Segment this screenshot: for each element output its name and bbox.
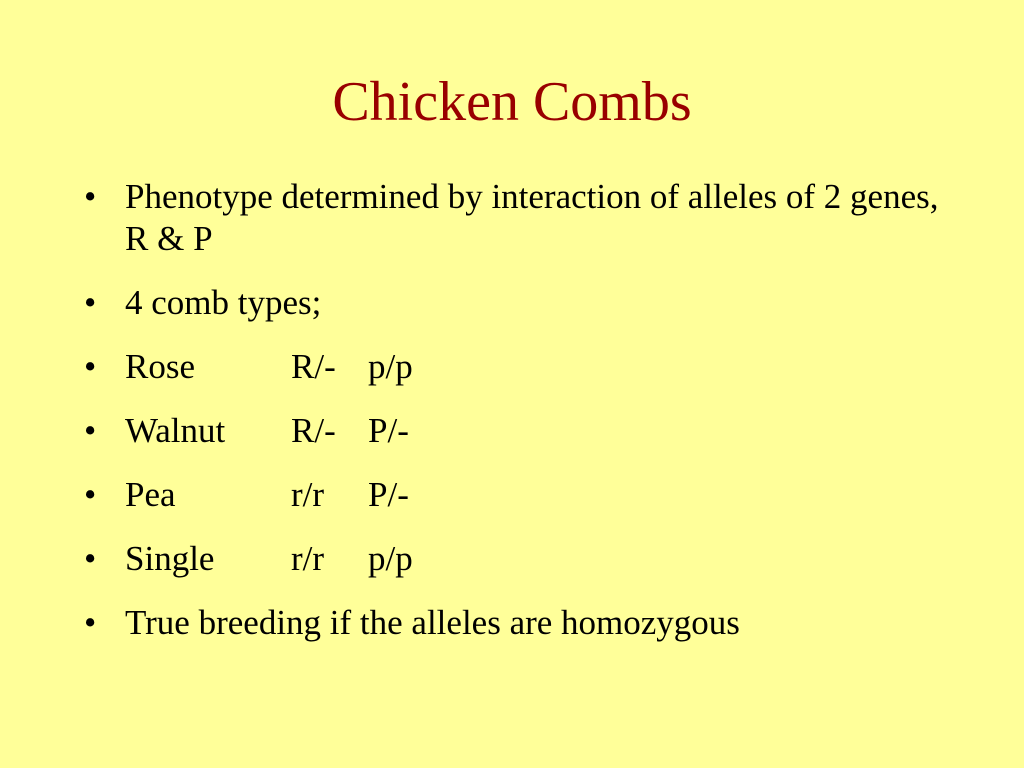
bullet-text: 4 comb types; [125, 283, 322, 322]
p-genotype: P/- [368, 411, 409, 450]
bullet-glyph: • [84, 347, 97, 386]
bullet-glyph: • [84, 177, 97, 216]
comb-name: Walnut [125, 411, 226, 450]
bullet-list [84, 176, 964, 666]
slide-title: Chicken Combs [332, 71, 692, 133]
bullet-glyph: • [84, 539, 97, 578]
bullet-glyph: • [84, 283, 97, 322]
r-genotype: r/r [291, 539, 325, 578]
r-genotype: r/r [291, 475, 325, 514]
comb-row-pea [84, 474, 964, 516]
r-genotype: R/- [291, 347, 336, 386]
comb-row-rose [84, 346, 964, 388]
p-genotype: p/p [368, 347, 413, 386]
bullet-item-true-breeding [84, 602, 964, 644]
comb-name: Pea [125, 475, 176, 514]
bullet-item-comb-types [84, 282, 964, 324]
comb-row-single [84, 538, 964, 580]
p-genotype: p/p [368, 539, 413, 578]
bullet-glyph: • [84, 411, 97, 450]
p-genotype: P/- [368, 475, 409, 514]
comb-name: Single [125, 539, 215, 578]
bullet-glyph: • [84, 603, 97, 642]
comb-name: Rose [125, 347, 195, 386]
r-genotype: R/- [291, 411, 336, 450]
bullet-glyph: • [84, 475, 97, 514]
bullet-text: True breeding if the alleles are homozygous [125, 603, 740, 642]
bullet-item-phenotype [84, 176, 964, 260]
comb-row-walnut [84, 410, 964, 452]
bullet-text: Phenotype determined by interaction of alleles of 2 genes, R & P [125, 177, 939, 258]
